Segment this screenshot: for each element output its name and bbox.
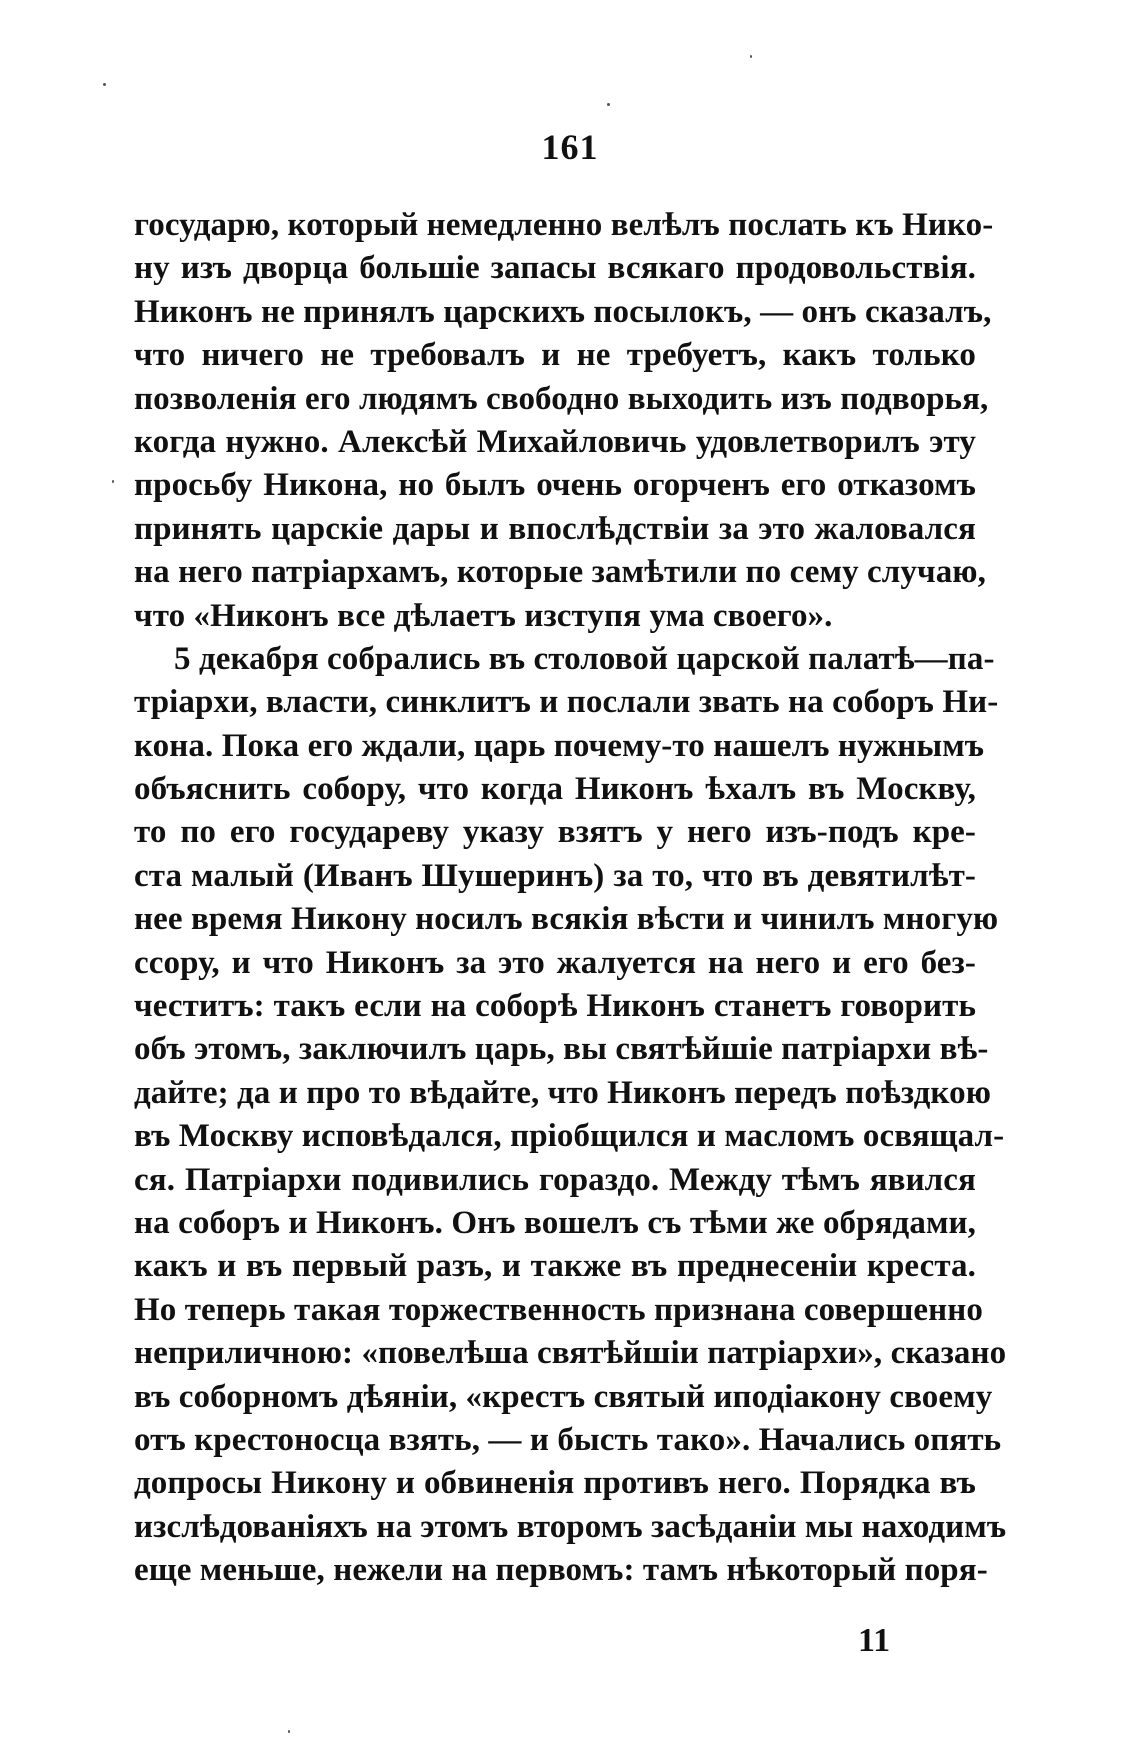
text-line: что ничего не требовалъ и не требуетъ, какъ только [134, 337, 976, 374]
text-line: нее время Никону носилъ всякія вѣсти и чинилъ многую [134, 901, 999, 938]
scan-speck [607, 103, 610, 106]
text-line: ссору, и что Никонъ за это жалуется на него и его без- [134, 944, 976, 981]
text-line: объ этомъ, заключилъ царь, вы святѣйшіе патріархи вѣ- [134, 1031, 989, 1068]
text-line: на него патріархамъ, которые замѣтили по сему случаю, [134, 554, 986, 591]
text-line: изслѣдованіяхъ на этомъ второмъ засѣданіи мы находимъ [134, 1508, 1007, 1545]
text-line: то по его государеву указу взятъ у него изъ-подъ кре- [134, 814, 976, 851]
scan-speck [112, 480, 114, 483]
text-line: когда нужно. Алексѣй Михайловичь удовлетворилъ эту [134, 423, 976, 460]
text-line: что «Никонъ все дѣлаетъ изступя ума своего». [134, 597, 833, 634]
text-line: государю, который немедленно велѣлъ послать къ Нико- [134, 207, 994, 243]
scan-speck [750, 55, 752, 58]
text-line: Но теперь такая торжественность признана совершенно [134, 1291, 984, 1328]
signature-mark: 11 [858, 1622, 891, 1659]
text-line: неприличною: «повелѣша святѣйшіи патріархи», сказано [134, 1335, 1007, 1372]
paragraph-start-line: 5 декабря собрались въ столовой царской палатѣ—па- [174, 640, 995, 677]
text-line: принять царскіе дары и впослѣдствіи за это жаловался [134, 510, 976, 547]
text-line: объяснить собору, что когда Никонъ ѣхалъ въ Москву, [134, 771, 976, 808]
text-line: отъ крестоносца взять, — и бысть тако». Начались опять [134, 1421, 1002, 1458]
text-line: просьбу Никона, но былъ очень огорченъ его отказомъ [134, 467, 976, 504]
page-number: 161 [541, 127, 599, 167]
text-line: ну изъ дворца большіе запасы всякаго продовольствія. [134, 250, 976, 287]
text-line: ся. Патріархи подивились гораздо. Между тѣмъ явился [134, 1161, 976, 1198]
text-line: честитъ: такъ если на соборѣ Никонъ станетъ говорить [134, 988, 976, 1025]
text-line: позволенія его людямъ свободно выходить изъ подворья, [134, 380, 989, 417]
text-line: въ Москву исповѣдался, пріобщился и масломъ освящал- [134, 1118, 1005, 1155]
text-line: на соборъ и Никонъ. Онъ вошелъ съ тѣми же обрядами, [134, 1204, 976, 1241]
text-line: еще меньше, нежели на первомъ: тамъ нѣкоторый поря- [134, 1552, 988, 1589]
text-line: въ соборномъ дѣяніи, «крестъ святый иподіакону своему [134, 1378, 993, 1415]
scan-speck [103, 83, 106, 86]
text-line: допросы Никону и обвиненія противъ него. Порядка въ [134, 1465, 976, 1502]
text-line: кона. Пока его ждали, царь почему-то нашелъ нужнымъ [134, 727, 985, 764]
text-line: какъ и въ первый разъ, и также въ преднесеніи креста. [134, 1248, 976, 1285]
scan-speck [288, 1730, 290, 1733]
text-line: ста малый (Иванъ Шушеринъ) за то, что въ девятилѣт- [134, 857, 976, 894]
text-line: дайте; да и про то вѣдайте, что Никонъ передъ поѣздкою [134, 1074, 992, 1111]
body-text [134, 204, 1007, 1593]
text-line: тріархи, власти, синклитъ и послали звать на соборъ Ни- [134, 684, 999, 721]
text-line: Никонъ не принялъ царскихъ посылокъ, — онъ сказалъ, [134, 293, 992, 330]
